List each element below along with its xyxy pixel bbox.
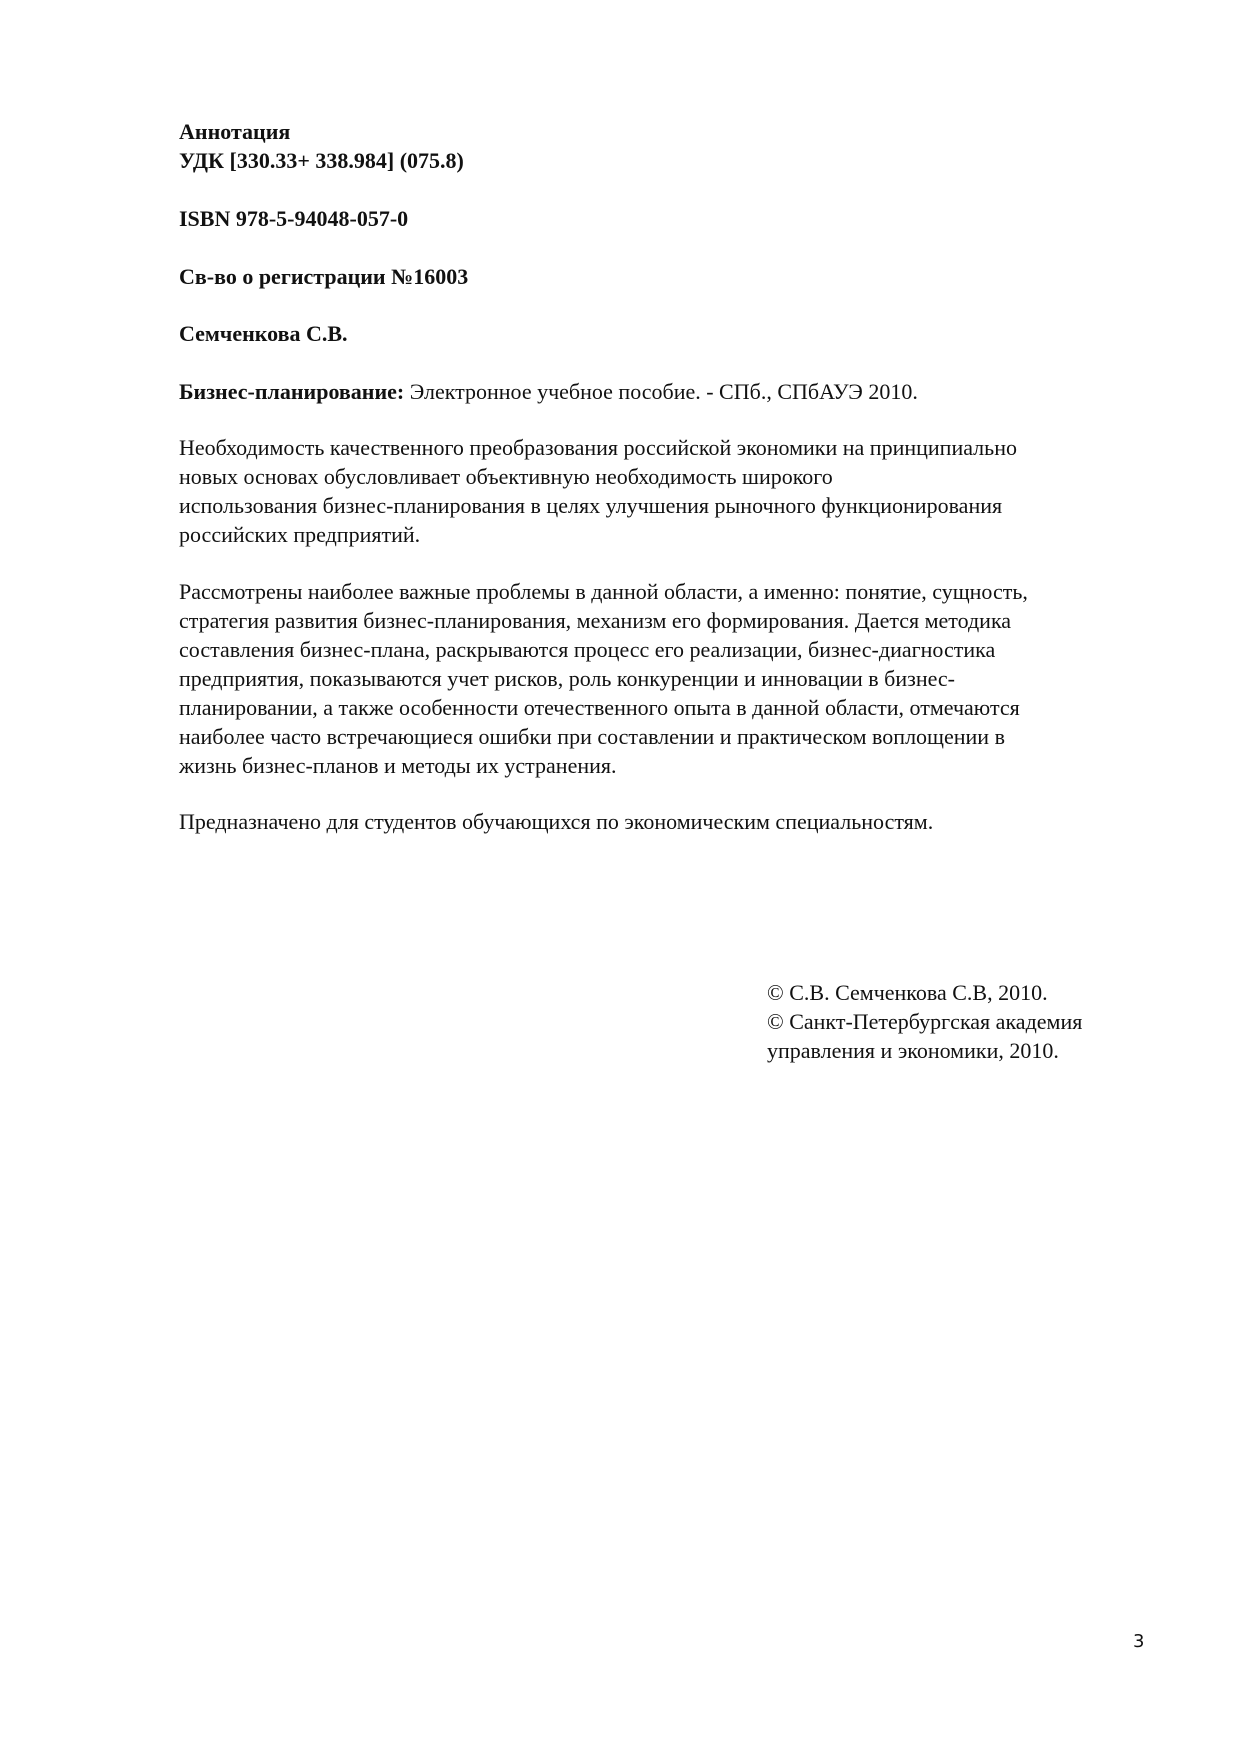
copyright-line: © Санкт-Петербургская академия: [767, 1009, 1083, 1034]
text-line: Необходимость качественного преобразования российской экономики на принципиально: [179, 435, 1017, 460]
text-line: Предназначено для студентов обучающихся по экономическим специальностям.: [179, 809, 934, 834]
header-block: [179, 117, 464, 175]
book-reference: [179, 377, 918, 406]
isbn: ISBN 978-5-94048-057-0: [179, 206, 409, 231]
copyright-line: управления и экономики, 2010.: [767, 1038, 1059, 1063]
text-line: планировании, а также особенности отечественного опыта в данной области, отмечаются: [179, 695, 1020, 720]
book-title: Бизнес-планирование:: [179, 379, 405, 404]
udk-code: УДК [330.33+ 338.984] (075.8): [179, 148, 464, 173]
text-line: новых основах обусловливает объективную необходимость широкого: [179, 464, 833, 489]
copyright-line: © С.В. Семченкова С.В, 2010.: [767, 980, 1048, 1005]
annotation-heading: Аннотация: [179, 119, 291, 144]
copyright-block: [767, 978, 1082, 1065]
paragraph-3: [179, 807, 933, 836]
book-description: Электронное учебное пособие. - СПб., СПбАУЭ 2010.: [404, 379, 918, 404]
paragraph-2: [179, 577, 1028, 780]
text-line: составления бизнес-плана, раскрываются процесс его реализации, бизнес-диагностика: [179, 637, 996, 662]
paragraph-1: [179, 433, 1017, 549]
registration-number: Св-во о регистрации №16003: [179, 264, 469, 289]
text-line: стратегия развития бизнес-планирования, механизм его формирования. Дается методика: [179, 608, 1012, 633]
text-line: наиболее часто встречающиеся ошибки при составлении и практическом воплощении в: [179, 724, 1005, 749]
text-line: российских предприятий.: [179, 522, 421, 547]
text-line: жизнь бизнес-планов и методы их устранения.: [179, 753, 617, 778]
text-line: предприятия, показываются учет рисков, роль конкуренции и инновации в бизнес-: [179, 666, 955, 691]
text-line: Рассмотрены наиболее важные проблемы в данной области, а именно: понятие, сущность,: [179, 579, 1028, 604]
author: Семченкова С.В.: [179, 321, 348, 346]
page-number: 3: [1133, 1631, 1145, 1652]
text-line: использования бизнес-планирования в целях улучшения рыночного функционирования: [179, 493, 1003, 518]
